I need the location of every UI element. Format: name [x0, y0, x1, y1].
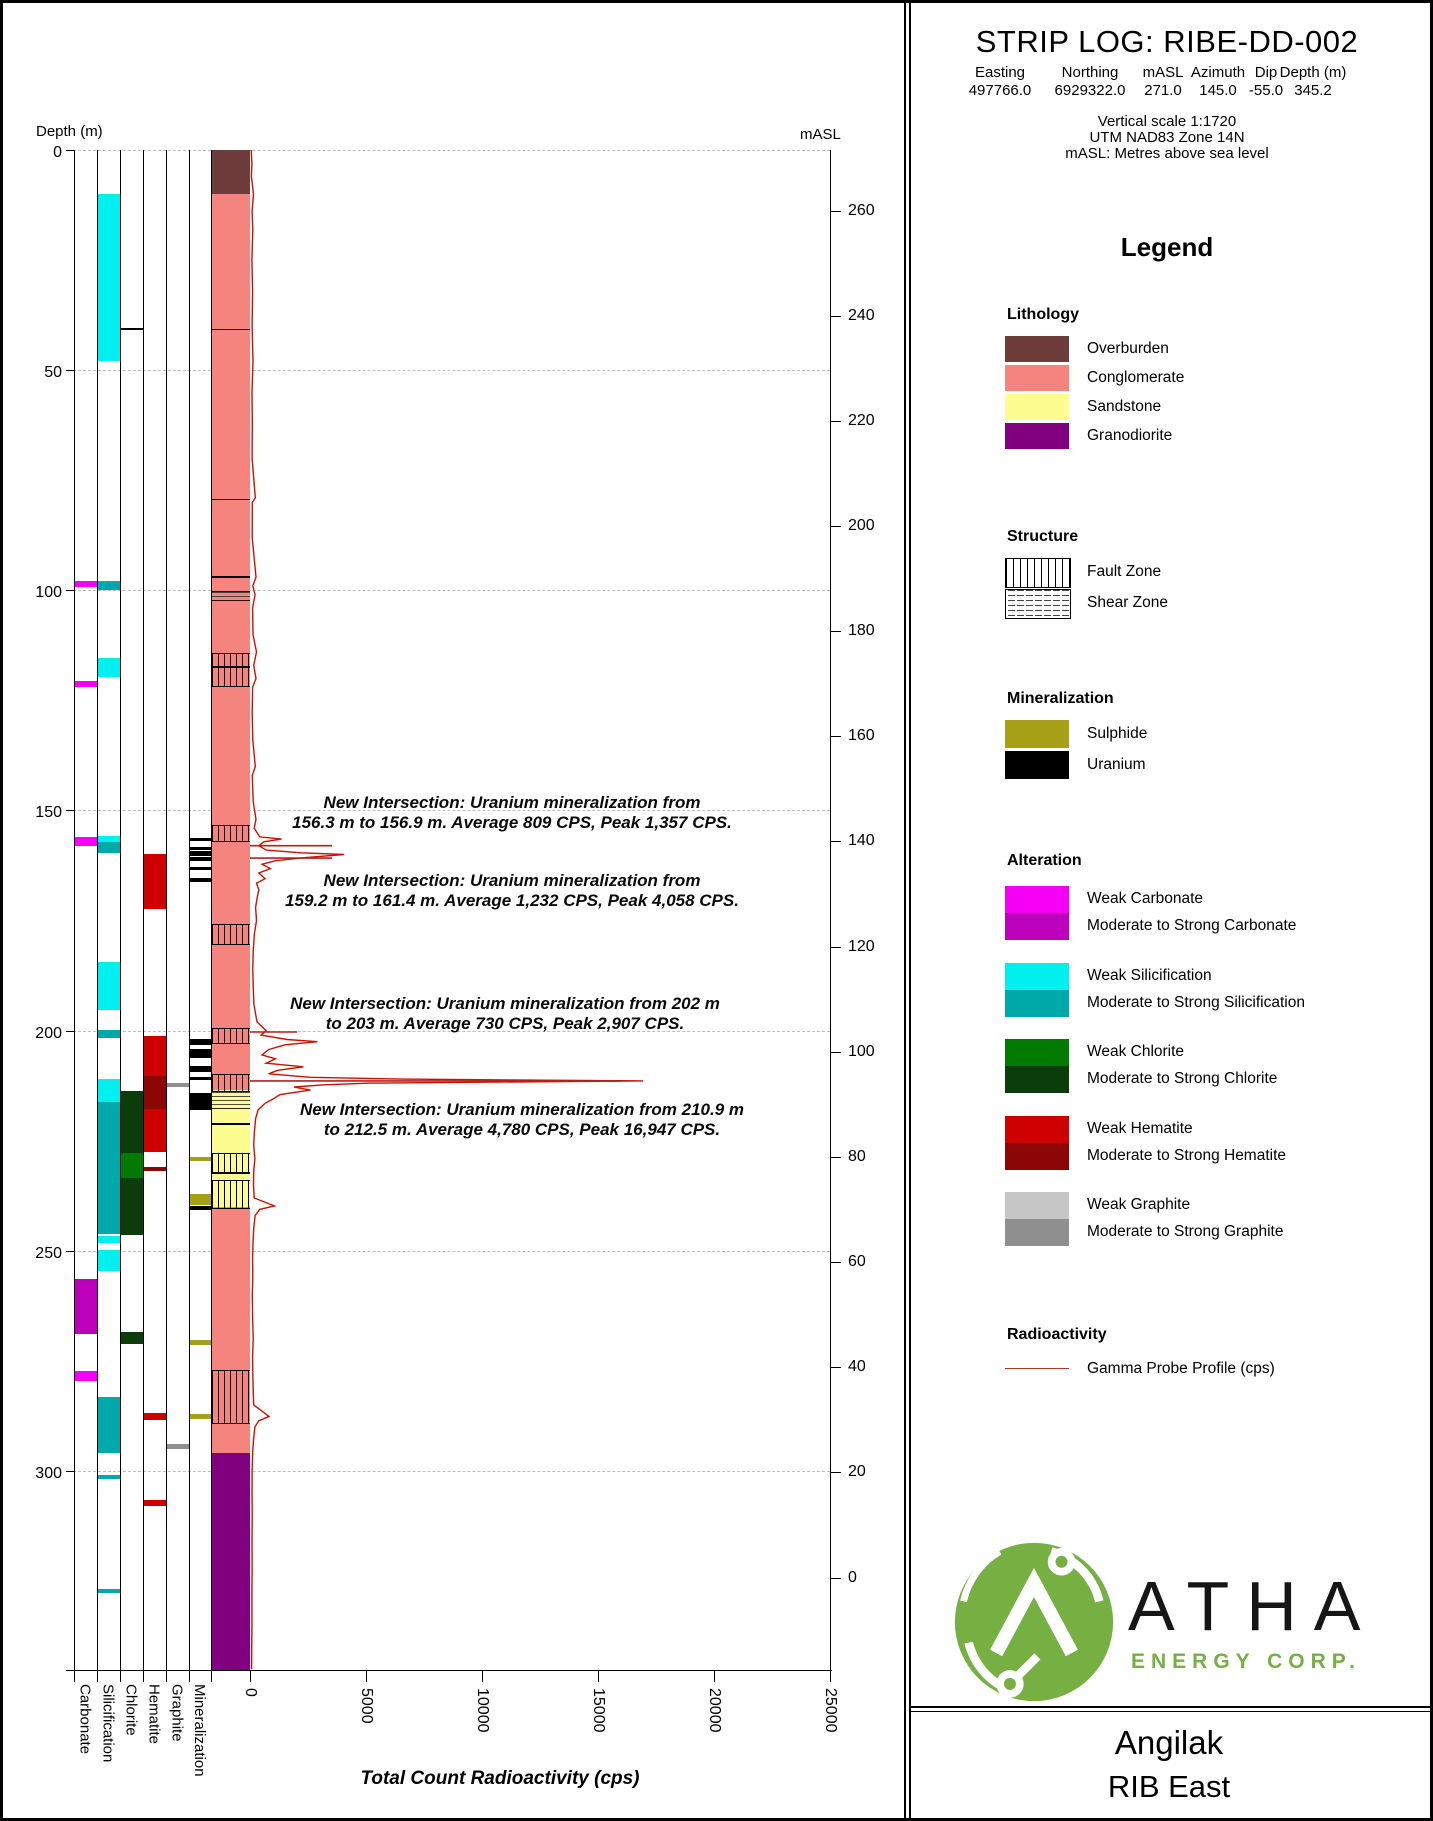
annotation-line: 156.3 m to 156.9 m. Average 809 CPS, Peak 1,357 CPS.	[292, 812, 732, 832]
depth-tick-label: 0	[53, 144, 62, 161]
chlorite-weak-interval	[121, 1153, 143, 1178]
masl-tick-label: 200	[848, 516, 875, 534]
depth-tick	[66, 150, 75, 151]
masl-tick-label: 60	[848, 1253, 866, 1271]
masl-tick-label: 40	[848, 1358, 866, 1376]
silicification-strong-interval	[98, 1475, 120, 1480]
legend-label: Shear Zone	[1087, 594, 1168, 611]
intersection-annotation	[300, 1100, 744, 1139]
intersection-annotation	[290, 994, 720, 1033]
legend-swatch-weak	[1005, 1039, 1069, 1066]
silicification-strong-interval	[98, 581, 120, 591]
legend-swatch-weak	[1005, 963, 1069, 990]
legend-section-title: Mineralization	[1007, 690, 1114, 707]
depth-gridline	[68, 1251, 830, 1252]
track-label: Mineralization	[191, 1684, 208, 1777]
collar-header: Dip	[1254, 64, 1278, 81]
intersection-annotation	[285, 871, 739, 910]
scale-note: mASL: Metres above sea level	[1065, 145, 1269, 162]
legend-label: Sandstone	[1087, 398, 1162, 415]
track-label: Silicification	[99, 1684, 117, 1763]
x-axis-baseline	[66, 1670, 832, 1671]
atha-subtitle: ENERGY CORP.	[1131, 1650, 1361, 1673]
masl-tick-label: 140	[848, 832, 875, 850]
legend-section-title: Radioactivity	[1007, 1326, 1107, 1343]
legend-swatch-strong	[1005, 1066, 1069, 1093]
legend-swatch-strong	[1005, 913, 1069, 940]
collar-value: 271.0	[1144, 82, 1182, 99]
silicification-strong-interval	[98, 1397, 120, 1453]
legend-section-title: Alteration	[1007, 852, 1082, 869]
depth-gridline	[68, 590, 830, 591]
cps-tick-label: 25000	[822, 1688, 839, 1733]
masl-tick	[830, 841, 841, 842]
legend-label: Fault Zone	[1087, 563, 1162, 580]
masl-tick	[830, 631, 841, 632]
track-border-line	[120, 150, 121, 1682]
mineralization-sulphide-interval	[190, 1157, 211, 1161]
legend-label: Granodiorite	[1087, 427, 1173, 444]
masl-tick-label: 260	[848, 201, 875, 219]
cps-tick-label: 0	[242, 1688, 259, 1697]
fault-zone	[212, 825, 250, 842]
annotation-line: to 203 m. Average 730 CPS, Peak 2,907 CPS.	[325, 1013, 685, 1033]
annotation-line: 159.2 m to 161.4 m. Average 1,232 CPS, Peak 4,058 CPS.	[285, 890, 739, 910]
mineralization-uranium-interval	[190, 847, 211, 851]
graphite-strong-interval	[167, 1083, 189, 1087]
silicification-weak-interval	[98, 1236, 120, 1243]
track-border-line	[211, 150, 212, 1682]
carbonate-strong-interval	[75, 1279, 97, 1334]
depth-tick-label: 300	[35, 1464, 62, 1482]
depth-tick	[66, 590, 75, 591]
masl-tick-label: 160	[848, 727, 875, 745]
hematite-weak-interval	[144, 1109, 166, 1152]
depth-tick	[66, 1031, 75, 1032]
collar-header: Azimuth	[1190, 64, 1246, 81]
legend-swatch-shear	[1005, 589, 1071, 619]
mineralization-uranium-interval	[190, 1066, 211, 1072]
masl-tick-label: 100	[848, 1042, 875, 1060]
mineralization-uranium-interval	[190, 1039, 211, 1045]
legend-swatch-strong	[1005, 1219, 1069, 1246]
footer-area: RIB East	[1107, 1769, 1231, 1804]
depth-tick-label: 50	[44, 364, 62, 382]
cps-tick	[598, 1670, 599, 1682]
carbonate-weak-interval	[75, 1371, 97, 1381]
annotation-line: New Intersection: Uranium mineralization from 202 m	[290, 994, 720, 1013]
mineralization-uranium-interval	[190, 1093, 211, 1110]
depth-tick	[66, 810, 75, 811]
legend-label: Moderate to Strong Chlorite	[1087, 1070, 1278, 1087]
cps-tick-label: 10000	[474, 1688, 491, 1733]
legend-swatch	[1005, 751, 1069, 779]
annotation-line: New Intersection: Uranium mineralization from 210.9 m	[299, 1100, 745, 1119]
hematite-weak-interval	[144, 1036, 166, 1076]
track-border-line	[74, 150, 75, 1682]
annotation-line: New Intersection: Uranium mineralization from	[323, 793, 701, 812]
cps-tick	[830, 1670, 831, 1682]
fault-zone	[212, 924, 250, 945]
report-title: STRIP LOG: RIBE-DD-002	[975, 24, 1359, 59]
carbonate-weak-interval	[75, 581, 97, 588]
legend-title: Legend	[1120, 232, 1214, 262]
mineralization-uranium-interval	[190, 1077, 211, 1080]
masl-tick	[830, 1472, 841, 1473]
depth-tick-label: 100	[35, 584, 62, 602]
collar-value: 497766.0	[968, 82, 1032, 99]
hematite-weak-interval	[144, 1413, 166, 1420]
depth-tick-label: 200	[35, 1024, 62, 1042]
mineralization-sulphide-interval	[190, 1194, 211, 1205]
masl-tick	[830, 421, 841, 422]
fault-zone	[212, 1180, 250, 1209]
footer-divider	[909, 1706, 1430, 1708]
masl-tick-label: 240	[848, 306, 875, 324]
legend-label: Weak Hematite	[1087, 1119, 1193, 1137]
legend-section-title: Structure	[1007, 528, 1079, 545]
legend-swatch-weak	[1005, 1116, 1069, 1143]
silicification-weak-interval	[98, 1079, 120, 1102]
chlorite-line-interval	[121, 328, 143, 330]
legend-label: Moderate to Strong Silicification	[1087, 993, 1305, 1011]
cps-tick	[366, 1670, 367, 1682]
track-label: Chlorite	[122, 1684, 140, 1736]
masl-tick	[830, 947, 841, 948]
track-border-line	[189, 150, 190, 1682]
track-border-line	[166, 150, 167, 1682]
cps-tick-label: 20000	[706, 1688, 723, 1733]
legend-swatch	[1005, 365, 1069, 391]
chlorite-strong-interval	[121, 1178, 143, 1236]
legend-label: Conglomerate	[1087, 369, 1185, 386]
depth-gridline	[68, 1471, 830, 1472]
legend-label: Moderate to Strong Graphite	[1087, 1223, 1284, 1240]
track-label: Graphite	[168, 1684, 186, 1742]
annotation-line: to 212.5 m. Average 4,780 CPS, Peak 16,947 CPS.	[323, 1119, 721, 1139]
masl-tick	[830, 211, 841, 212]
legend-label: Overburden	[1087, 340, 1169, 357]
masl-tick-label: 20	[848, 1463, 866, 1481]
scale-note: Vertical scale 1:1720	[1097, 113, 1237, 130]
legend-swatch-weak	[1005, 1192, 1069, 1219]
mineralization-uranium-interval	[190, 1049, 211, 1058]
silicification-strong-interval	[98, 842, 120, 853]
masl-tick	[830, 1367, 841, 1368]
chlorite-strong-interval	[121, 1091, 143, 1153]
legend-swatch-weak	[1005, 886, 1069, 913]
depth-gridline	[68, 150, 830, 151]
cps-tick	[482, 1670, 483, 1682]
masl-tick	[830, 526, 841, 527]
mineralization-sulphide-interval	[190, 1340, 211, 1345]
depth-gridline	[68, 370, 830, 371]
track-label: Carbonate	[76, 1684, 94, 1755]
lithology-contact-line	[212, 1172, 250, 1174]
hematite-strong-interval	[144, 1076, 166, 1109]
legend-label: Moderate to Strong Carbonate	[1087, 917, 1297, 934]
fault-zone	[212, 666, 250, 686]
masl-tick	[830, 1157, 841, 1158]
fault-zone	[212, 1370, 250, 1424]
mineralization-uranium-interval	[190, 851, 211, 856]
fault-zone	[212, 1028, 250, 1044]
masl-tick-label: 180	[848, 622, 875, 640]
silicification-strong-interval	[98, 1102, 120, 1235]
mineralization-uranium-interval	[190, 857, 211, 861]
collar-value: 145.0	[1199, 82, 1237, 99]
cps-tick	[250, 1670, 251, 1682]
masl-tick	[830, 736, 841, 737]
masl-tick-label: 220	[848, 411, 875, 429]
depth-tick-label: 250	[35, 1244, 62, 1262]
lithology-contact-line	[212, 576, 250, 578]
depth-tick-label: 150	[35, 804, 62, 822]
lithology-contact-line	[212, 1123, 250, 1125]
silicification-weak-interval	[98, 962, 120, 1010]
legend-label: Moderate to Strong Hematite	[1087, 1146, 1287, 1164]
masl-tick	[830, 1262, 841, 1263]
masl-tick-label: 0	[848, 1568, 857, 1586]
collar-value: 345.2	[1294, 82, 1332, 99]
legend-swatch	[1005, 336, 1069, 362]
footer-project: Angilak	[1114, 1724, 1224, 1761]
collar-value: -55.0	[1248, 82, 1284, 99]
lithology-overburden	[212, 150, 250, 194]
silicification-weak-interval	[98, 194, 120, 361]
legend-label: Weak Graphite	[1087, 1196, 1191, 1213]
silicification-strong-interval	[98, 1030, 120, 1038]
track-label: Hematite	[145, 1684, 163, 1745]
shear-zone	[212, 591, 250, 601]
mineralization-sulphide-interval	[190, 1414, 211, 1420]
hematite-weak-interval	[144, 854, 166, 909]
track-border-line	[143, 150, 144, 1682]
cps-tick-label: 5000	[358, 1688, 375, 1724]
graphite-strong-interval	[167, 1444, 189, 1450]
legend-swatch-strong	[1005, 990, 1069, 1017]
masl-tick-label: 120	[848, 937, 875, 955]
lithology-contact-line	[212, 499, 250, 501]
silicification-weak-interval	[98, 658, 120, 676]
masl-tick-label: 80	[848, 1147, 866, 1165]
collar-header: mASL	[1142, 64, 1184, 81]
legend-label: Weak Chlorite	[1087, 1043, 1185, 1060]
atha-logo-icon	[948, 1536, 1120, 1708]
footer-divider-2	[909, 1711, 1430, 1712]
depth-axis-label: Depth (m)	[36, 123, 103, 140]
legend-gamma-line	[1005, 1368, 1069, 1369]
hematite-strong-interval	[144, 1167, 166, 1171]
legend-label: Weak Carbonate	[1087, 890, 1204, 907]
silicification-strong-interval	[98, 1589, 120, 1593]
lithology-contact-line	[212, 329, 250, 331]
masl-tick	[830, 1578, 841, 1579]
masl-axis-line	[830, 150, 831, 1670]
carbonate-weak-interval	[75, 837, 97, 845]
track-border-line	[97, 150, 98, 1682]
annotation-line: New Intersection: Uranium mineralization from	[323, 871, 701, 890]
silicification-weak-interval	[98, 1250, 120, 1271]
lithology-granodiorite	[212, 1453, 250, 1670]
legend-swatch	[1005, 394, 1069, 420]
cps-tick-label: 15000	[590, 1688, 607, 1733]
panel-separator-line-2	[909, 0, 911, 1821]
collar-value: 6929322.0	[1054, 82, 1126, 99]
carbonate-weak-interval	[75, 681, 97, 688]
intersection-annotation	[292, 793, 732, 832]
atha-wordmark: ATHA	[1128, 1567, 1378, 1645]
depth-tick	[66, 370, 75, 371]
depth-tick	[66, 1251, 75, 1252]
depth-tick	[66, 1471, 75, 1472]
masl-axis-label: mASL	[800, 126, 841, 143]
legend-swatch-fault	[1005, 558, 1071, 588]
masl-tick	[830, 316, 841, 317]
fault-zone	[212, 1153, 250, 1174]
legend-label: Uranium	[1087, 756, 1146, 773]
scale-note: UTM NAD83 Zone 14N	[1089, 129, 1245, 146]
collar-header: Depth (m)	[1279, 64, 1347, 81]
legend-swatch	[1005, 720, 1069, 748]
legend-label: Weak Silicification	[1087, 966, 1212, 984]
fault-zone	[212, 1074, 250, 1091]
legend-section-title: Lithology	[1007, 306, 1079, 323]
legend-swatch-strong	[1005, 1143, 1069, 1170]
legend-swatch	[1005, 423, 1069, 449]
collar-header: Easting	[974, 64, 1026, 81]
legend-label: Sulphide	[1087, 725, 1148, 742]
mineralization-uranium-interval	[190, 838, 211, 841]
shear-zone	[212, 1091, 250, 1109]
collar-header: Northing	[1061, 64, 1119, 81]
mineralization-uranium-interval	[190, 1206, 211, 1210]
mineralization-uranium-interval	[190, 878, 211, 882]
mineralization-uranium-interval	[190, 867, 211, 871]
cps-tick	[714, 1670, 715, 1682]
masl-tick	[830, 1052, 841, 1053]
hematite-weak-interval	[144, 1500, 166, 1506]
panel-separator-line	[904, 0, 906, 1821]
x-axis-title: Total Count Radioactivity (cps)	[360, 1768, 640, 1789]
legend-label: Gamma Probe Profile (cps)	[1087, 1360, 1275, 1377]
chlorite-strong-interval	[121, 1332, 143, 1344]
